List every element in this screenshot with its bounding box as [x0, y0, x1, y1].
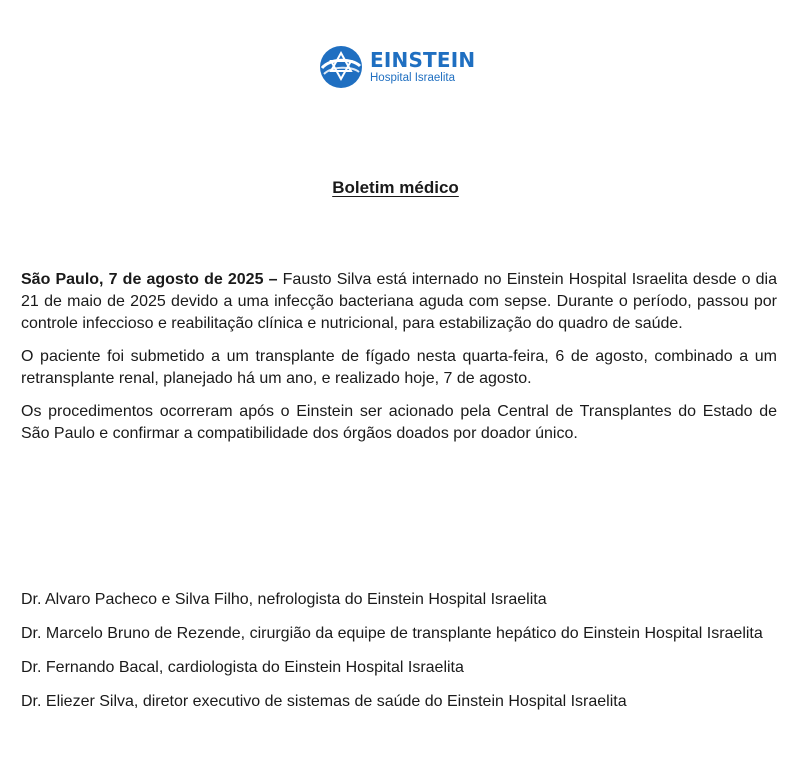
- bulletin-body: [21, 269, 777, 456]
- paragraph-intro-text: Fausto Silva está internado no Einstein Hospital Israelita desde o dia 21 de maio de 2025 devido a uma infecção bacteriana aguda com sepse. Durante o período, passou por controle infeccioso e reabilitação clínica e nutricional, para estabilização do quadro de saúde.: [21, 271, 777, 332]
- paragraph-procedures: Os procedimentos ocorreram após o Einstein ser acionado pela Central de Transplantes do Estado de São Paulo e confirmar a compatibilidade dos órgãos doados por doador único.: [21, 403, 777, 442]
- signature-item: Dr. Marcelo Bruno de Rezende, cirurgião da equipe de transplante hepático do Einstein Hospital Israelita: [21, 625, 763, 642]
- signatures-list: [21, 589, 781, 725]
- paragraph-transplant: O paciente foi submetido a um transplante de fígado nesta quarta-feira, 6 de agosto, combinado a um retransplante renal, planejado há um ano, e realizado hoje, 7 de agosto.: [21, 348, 777, 387]
- logo-name: EINSTEIN: [370, 47, 476, 72]
- logo-subtitle: Hospital Israelita: [370, 71, 456, 84]
- signature-item: Dr. Eliezer Silva, diretor executivo de sistemas de saúde do Einstein Hospital Israelita: [21, 693, 627, 710]
- paragraph-intro: [21, 269, 777, 335]
- document-title: Boletim médico: [332, 178, 459, 197]
- signature-item: Dr. Alvaro Pacheco e Silva Filho, nefrologista do Einstein Hospital Israelita: [21, 591, 547, 608]
- einstein-logo-icon: [318, 44, 364, 90]
- dateline: São Paulo, 7 de agosto de 2025 –: [21, 271, 278, 288]
- signature-item: Dr. Fernando Bacal, cardiologista do Einstein Hospital Israelita: [21, 659, 464, 676]
- hospital-logo: [318, 44, 475, 90]
